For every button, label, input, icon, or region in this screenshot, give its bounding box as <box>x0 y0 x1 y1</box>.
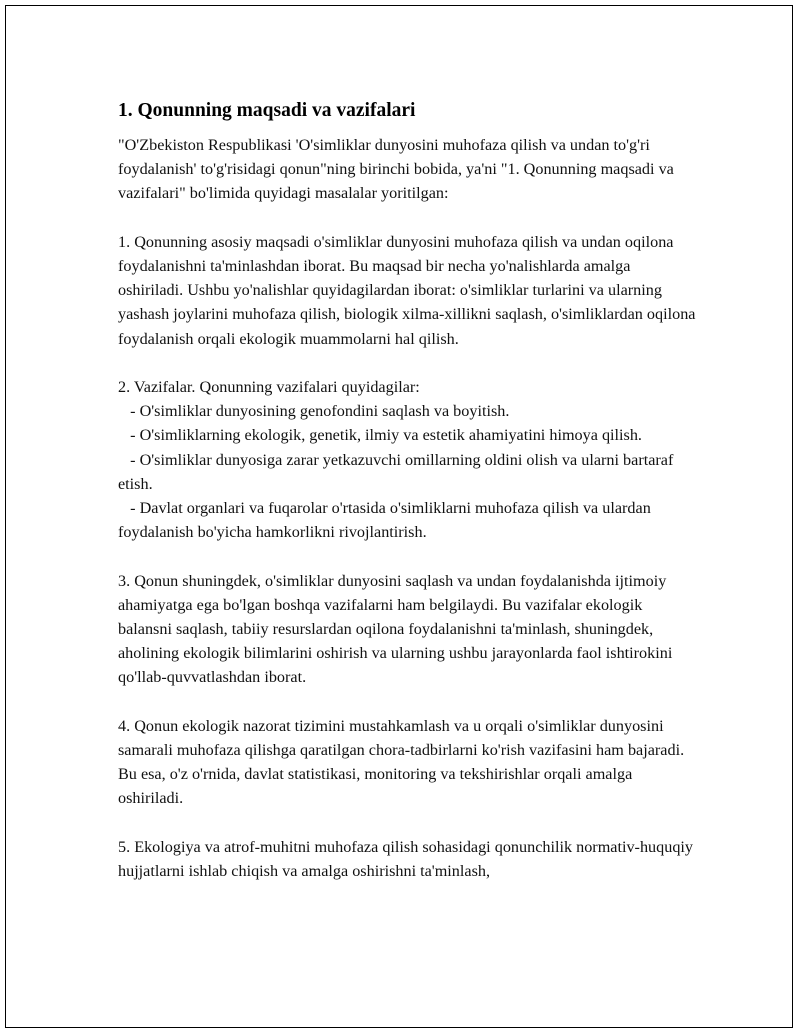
section-title: 1. Qonunning maqsadi va vazifalari <box>118 100 416 121</box>
document-body <box>118 99 698 883</box>
paragraph-purpose: 1. Qonunning asosiy maqsadi o'simliklar dunyosini muhofaza qilish va undan oqilona foydalanishni ta'minlashdan iborat. Bu maqsad bir necha yo'nalishlarda amalga oshiriladi. Ushbu yo'nalishlar quyidagilardan iborat: o'simliklar turlarini va ularning yashash joylarini muhofaza qilish, biologik xilma-xillikni saqlash, o'simliklardan oqilona foydalanish orqali ekologik muammolarni hal qilish. <box>118 232 700 348</box>
paragraph-legislation: 5. Ekologiya va atrof-muhitni muhofaza qilish sohasidagi qonunchilik normativ-huquqiy hujjatlarni ishlab chiqish va amalga oshirishni ta'minlash, <box>118 837 698 881</box>
paragraph-spacer <box>118 690 698 714</box>
paragraph-tasks: 2. Vazifalar. Qonunning vazifalari quyidagilar: - O'simliklar dunyosining genofondini saqlash va boyitish. - O'simliklarning ekologik, genetik, ilmiy va estetik ahamiyatini himoya qilish. - O'simliklar dunyosiga zarar yetkazuvchi omillarning oldini olish va ularni bartaraf etish. - Davlat organlari va fuqarolar o'rtasida o'simliklarni muhofaza qilish va ulardan foydalanish bo'yicha hamkorlikni rivojlantirish. <box>118 378 674 542</box>
paragraph-spacer <box>118 811 698 835</box>
paragraph-spacer <box>118 544 698 568</box>
paragraph-control: 4. Qonun ekologik nazorat tizimini mustahkamlash va u orqali o'simliklar dunyosini samarali muhofaza qilishga qaratilgan chora-tadbirlarni ko'rish vazifasini ham bajaradi. Bu esa, o'z o'rnida, davlat statistikasi, monitoring va tekshirishlar orqali amalga oshiriladi. <box>118 716 689 808</box>
paragraph-other-tasks: 3. Qonun shuningdek, o'simliklar dunyosini saqlash va undan foydalanishda ijtimoiy ahamiyatga ega bo'lgan boshqa vazifalarni ham belgilaydi. Bu vazifalar ekologik balansni saqlash, tabiiy resurslardan oqilona foydalanishni ta'minlash, shuningdek, aholining ekologik bilimlarini oshirish va ularning ushbu jarayonlarda faol ishtirokini qo'llab-quvvatlashdan iborat. <box>118 571 677 687</box>
intro-paragraph: "O'Zbekiston Respublikasi 'O'simliklar dunyosini muhofaza qilish va undan to'g'ri foydalanish' to'g'risidagi qonun"ning birinchi bobida, ya'ni "1. Qonunning maqsadi va vazifalari" bo'limida quyidagi masalalar yoritilgan: <box>118 136 678 203</box>
paragraph-spacer <box>118 206 698 230</box>
page-frame <box>5 5 793 1028</box>
paragraph-spacer <box>118 351 698 375</box>
